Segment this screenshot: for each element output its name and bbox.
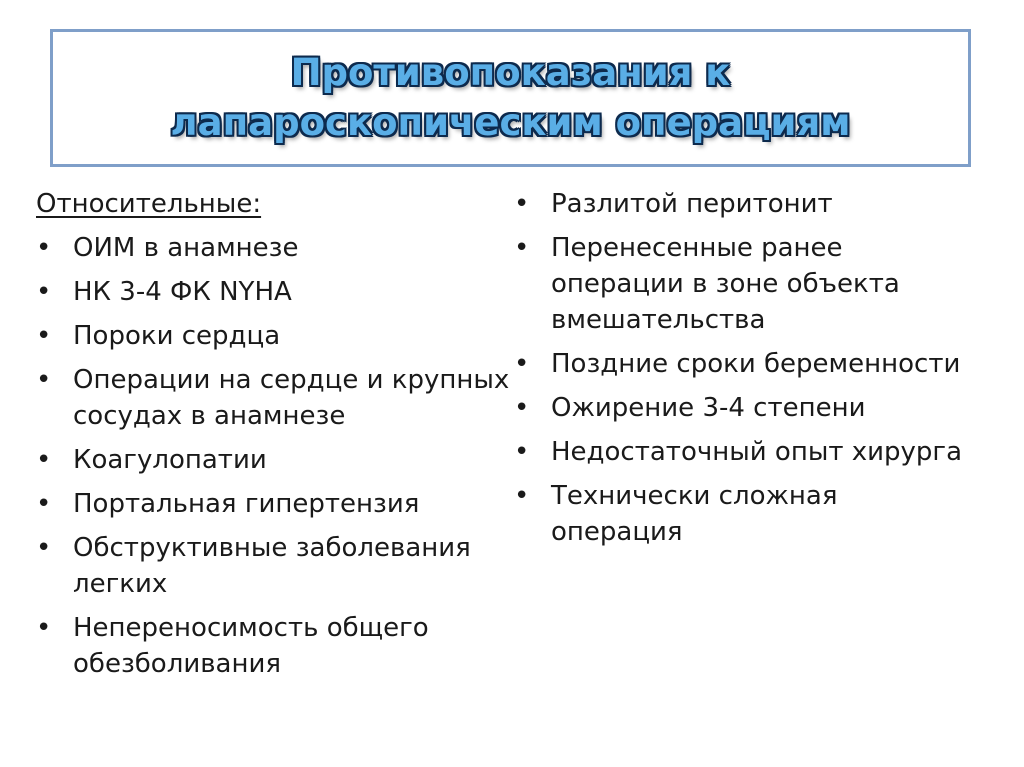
- list-item: [36, 442, 516, 478]
- list-item-text: Коагулопатии: [73, 445, 267, 475]
- list-item-text: Технически сложная операция: [551, 481, 838, 547]
- list-item: [514, 434, 974, 470]
- left-column: [36, 186, 516, 690]
- list-item-text: Перенесенные ранее операции в зоне объекта вмешательства: [551, 233, 900, 335]
- bullet-icon: •: [36, 613, 52, 643]
- list-item: [514, 390, 974, 426]
- list-item-text: Обструктивные заболевания легких: [73, 533, 471, 599]
- bullet-icon: •: [514, 233, 530, 263]
- title-box: [50, 29, 971, 167]
- bullet-icon: •: [514, 349, 530, 379]
- list-item-text: Пороки сердца: [73, 321, 281, 351]
- list-item-text: Операции на сердце и крупных сосудах в анамнезе: [73, 365, 510, 431]
- bullet-icon: •: [36, 277, 52, 307]
- list-item-text: Недостаточный опыт хирурга: [551, 437, 963, 467]
- contraindications-list: [514, 186, 974, 550]
- slide-title-line-1: Противопоказания к: [290, 51, 731, 94]
- right-column: [514, 186, 974, 558]
- bullet-icon: •: [36, 489, 52, 519]
- bullet-icon: •: [36, 445, 52, 475]
- list-item: [514, 186, 974, 222]
- slide-title-line-2: лапароскопическим операциям: [170, 101, 851, 144]
- bullet-icon: •: [514, 437, 530, 467]
- list-item: [36, 230, 516, 266]
- list-item-text: Поздние сроки беременности: [551, 349, 961, 379]
- bullet-icon: •: [36, 233, 52, 263]
- list-item-text: ОИМ в анамнезе: [73, 233, 299, 263]
- list-item: [514, 346, 974, 382]
- relative-contraindications-list: [36, 230, 516, 682]
- list-item: [36, 274, 516, 310]
- bullet-icon: •: [36, 321, 52, 351]
- list-item-text: Портальная гипертензия: [73, 489, 420, 519]
- list-item-text: Непереносимость общего обезболивания: [73, 613, 429, 679]
- list-item-text: НК 3-4 ФК NYHA: [73, 277, 292, 307]
- list-item-text: Разлитой перитонит: [551, 189, 833, 219]
- list-item: [36, 530, 516, 602]
- bullet-icon: •: [514, 481, 530, 511]
- list-item: [36, 362, 516, 434]
- relative-contraindications-heading: Относительные:: [36, 189, 262, 219]
- bullet-icon: •: [36, 365, 52, 395]
- list-item: [36, 610, 516, 682]
- bullet-icon: •: [514, 393, 530, 423]
- bullet-icon: •: [514, 189, 530, 219]
- list-item: [514, 230, 974, 338]
- list-item: [36, 486, 516, 522]
- bullet-icon: •: [36, 533, 52, 563]
- list-item: [36, 318, 516, 354]
- list-item: [514, 478, 974, 550]
- list-item-text: Ожирение 3-4 степени: [551, 393, 866, 423]
